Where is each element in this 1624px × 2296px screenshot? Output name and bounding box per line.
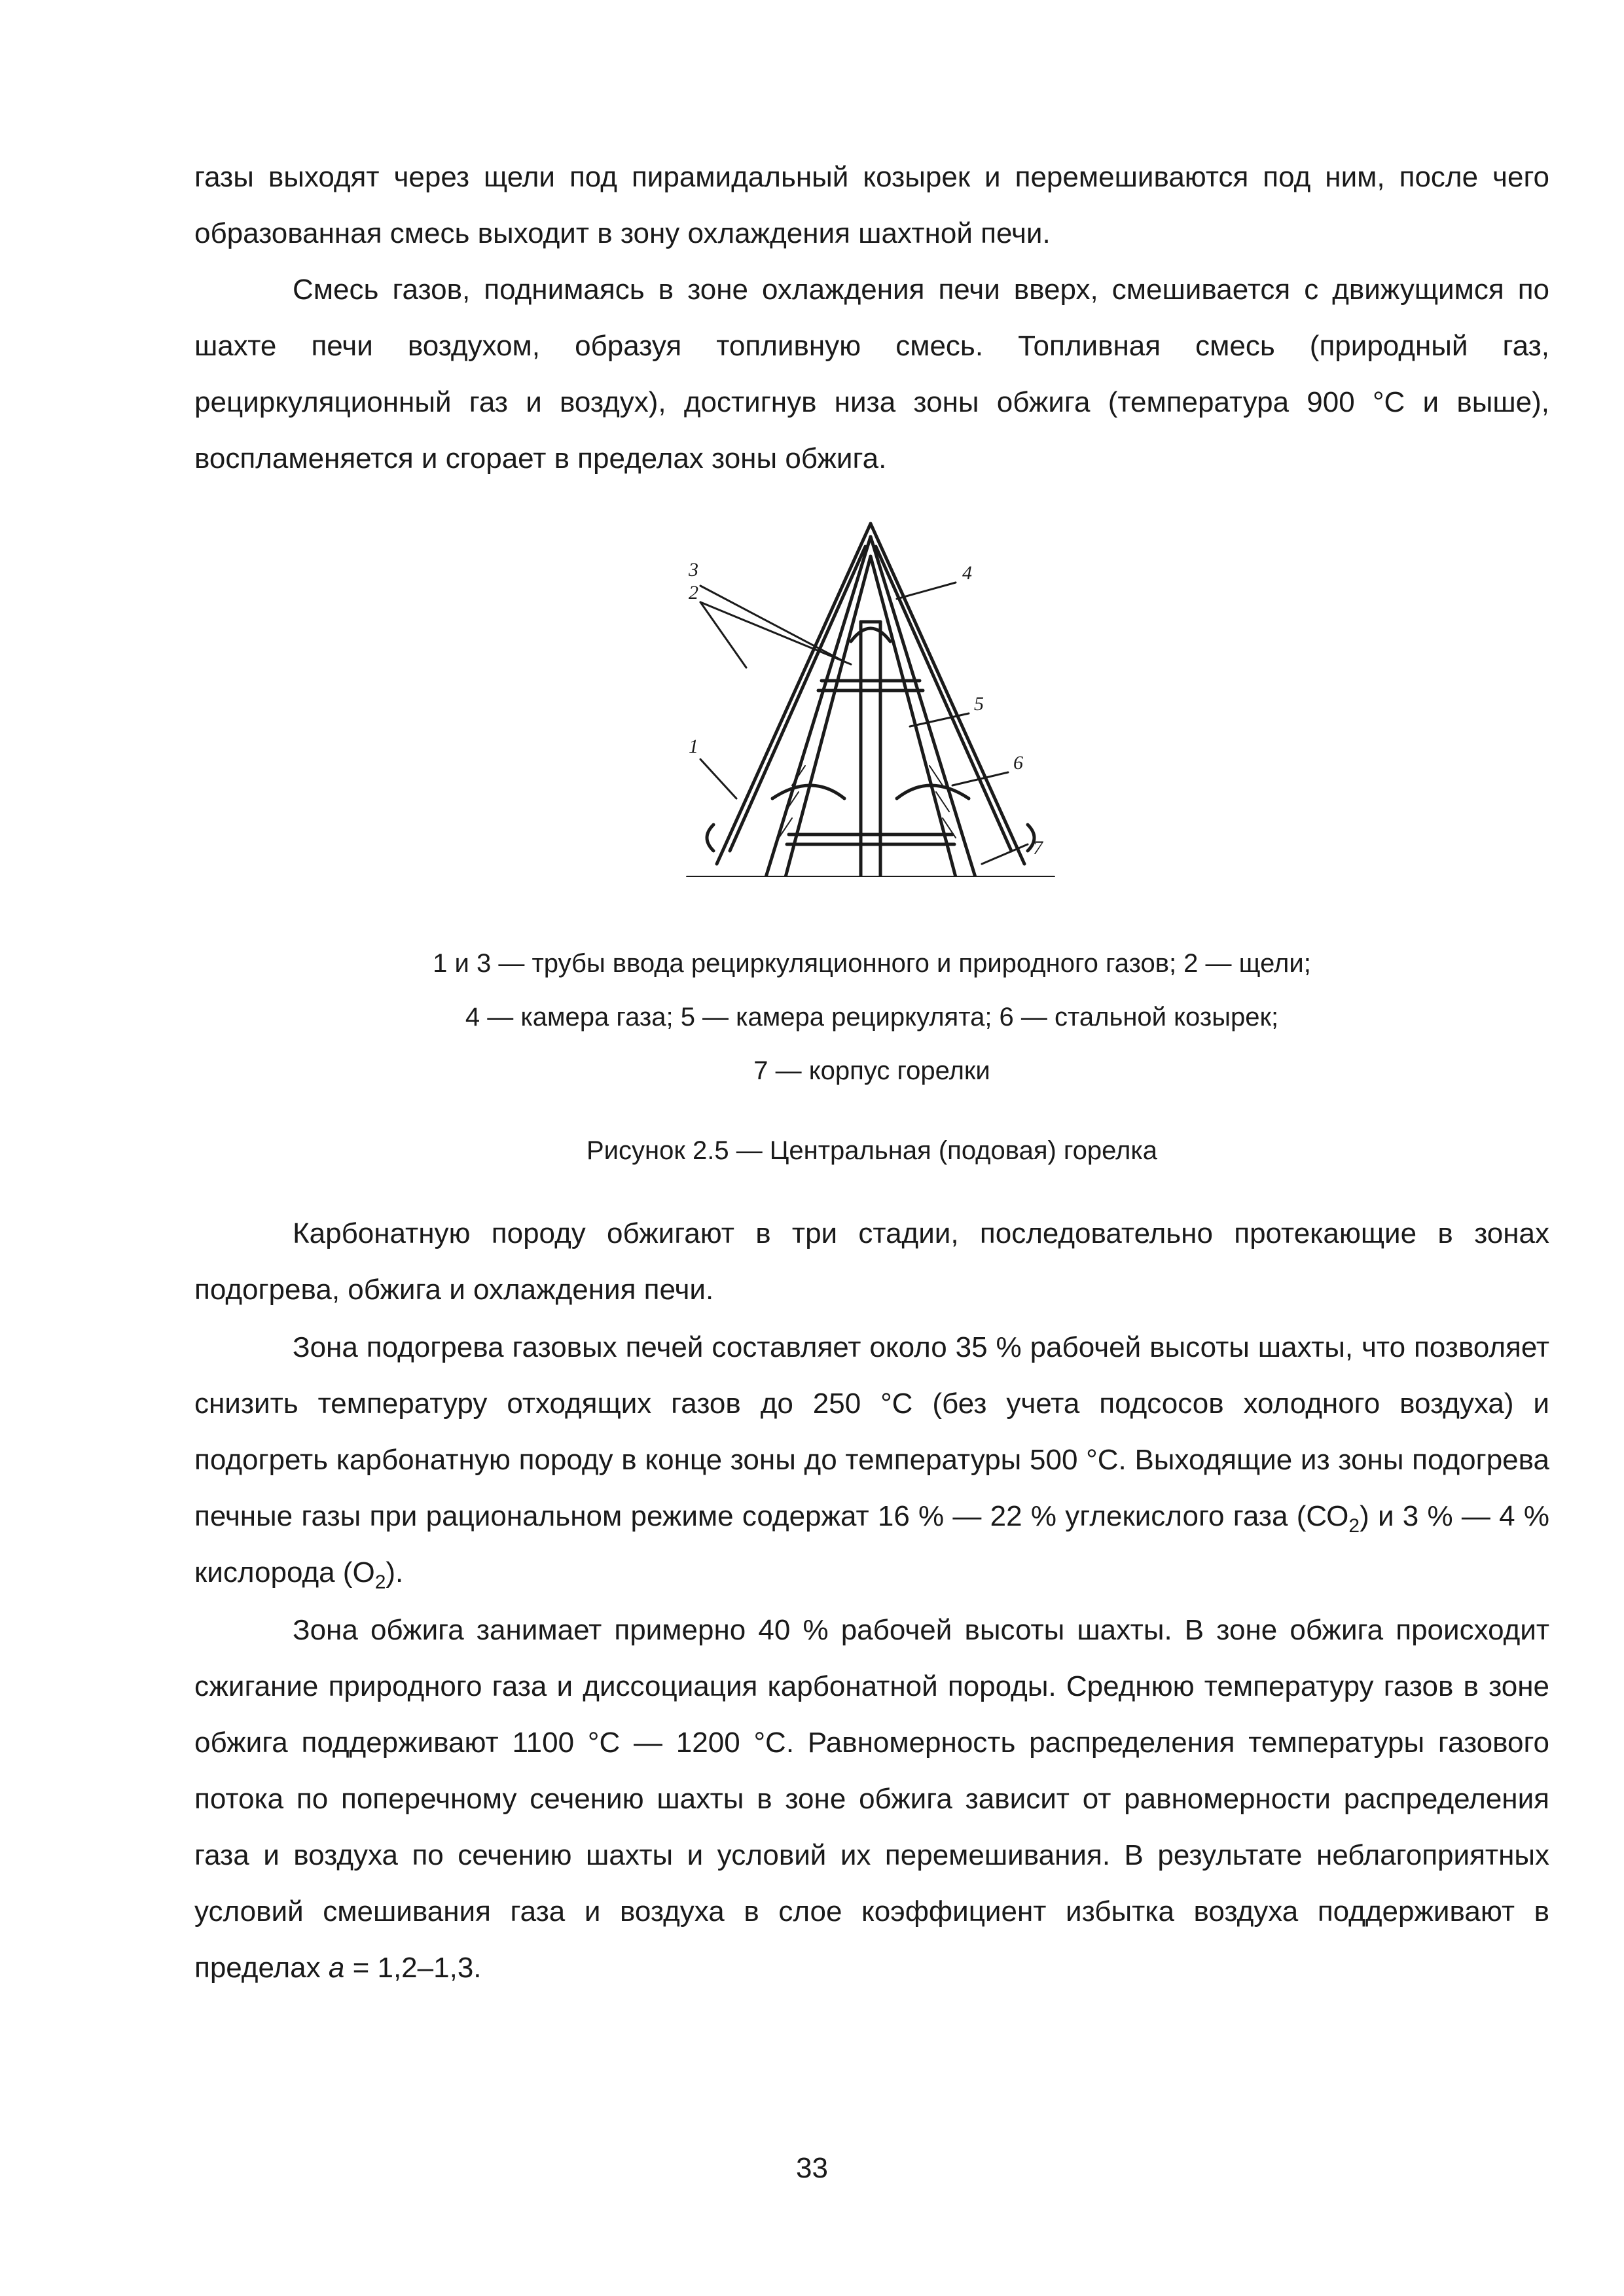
fig-label-5: 5	[974, 693, 984, 715]
fig-label-7: 7	[1033, 837, 1043, 859]
subscript-o2: 2	[374, 1571, 386, 1593]
page-number: 33	[796, 2152, 828, 2184]
figure-legend-line-1: 1 и 3 — трубы ввода рециркуляционного и природного газов; 2 — щели;	[433, 949, 1311, 978]
fig-label-6: 6	[1013, 752, 1023, 774]
paragraph-4-text-c: ).	[386, 1556, 404, 1588]
burner-diagram	[674, 511, 1067, 877]
fig-label-4: 4	[962, 562, 972, 584]
figure-caption: Рисунок 2.5 — Центральная (подовая) горелка	[586, 1136, 1157, 1165]
fig-label-1: 1	[689, 736, 698, 757]
paragraph-4-text-b: ) и 3 % — 4 % кислорода (О	[194, 1500, 1550, 1588]
paragraph-3: Карбонатную породу обжигают в три стадии, последовательно протекающие в зонах подогрева, обжига и охлаждения печи.	[194, 1217, 1549, 1306]
fig-label-3: 3	[689, 559, 698, 581]
figure-legend-line-2: 4 — камера газа; 5 — камера рециркулята; 6 — стальной козырек;	[465, 1003, 1279, 1031]
paragraph-5	[194, 1602, 1549, 1996]
paragraph-4-text-a: Зона подогрева газовых печей составляет около 35 % рабочей высоты шахты, что позволяет снизить температуру отходящих газов до 250 °С (без учета подсосов холодного воздуха) и подогреть карбонатную породу в конце зоны до температуры 500 °С. Выходящие из зоны подогрева печные газы при рациональном режиме содержат 16 % — 22 % углекислого газа (СО	[194, 1331, 1549, 1532]
fig-label-2: 2	[689, 582, 698, 603]
subscript-co2: 2	[1348, 1515, 1360, 1537]
paragraph-4	[194, 1319, 1549, 1601]
paragraph-5-text-b: = 1,2–1,3.	[344, 1952, 482, 1984]
paragraph-1: газы выходят через щели под пирамидальный козырек и перемешиваются под ним, после чего образованная смесь выходит в зону охлаждения шахтной печи.	[194, 161, 1549, 249]
paragraph-5-text-a: Зона обжига занимает примерно 40 % рабочей высоты шахты. В зоне обжига происходит сжигание природного газа и диссоциация карбонатной породы. Среднюю температуру газов в зоне обжига поддерживают 1100 °С — 1200 °С. Равномерность распределения температуры газового потока по поперечному сечению шахты в зоне обжига зависит от равномерности распределения газа и воздуха по сечению шахты и условий их перемешивания. В результате неблагоприятных условий смешивания газа и воздуха в слое коэффициент избытка воздуха поддерживают в пределах	[194, 1614, 1549, 1984]
paragraph-5-variable: a	[328, 1952, 345, 1984]
figure-legend-line-3: 7 — корпус горелки	[753, 1056, 990, 1085]
paragraph-2: Смесь газов, поднимаясь в зоне охлаждения печи вверх, смешивается с движущимся по шахте печи воздухом, образуя топливную смесь. Топливная смесь (природный газ, рециркуляционный газ и воздух), достигнув низа зоны обжига (температура 900 °С и выше), воспламеняется и сгорает в пределах зоны обжига.	[194, 274, 1549, 475]
